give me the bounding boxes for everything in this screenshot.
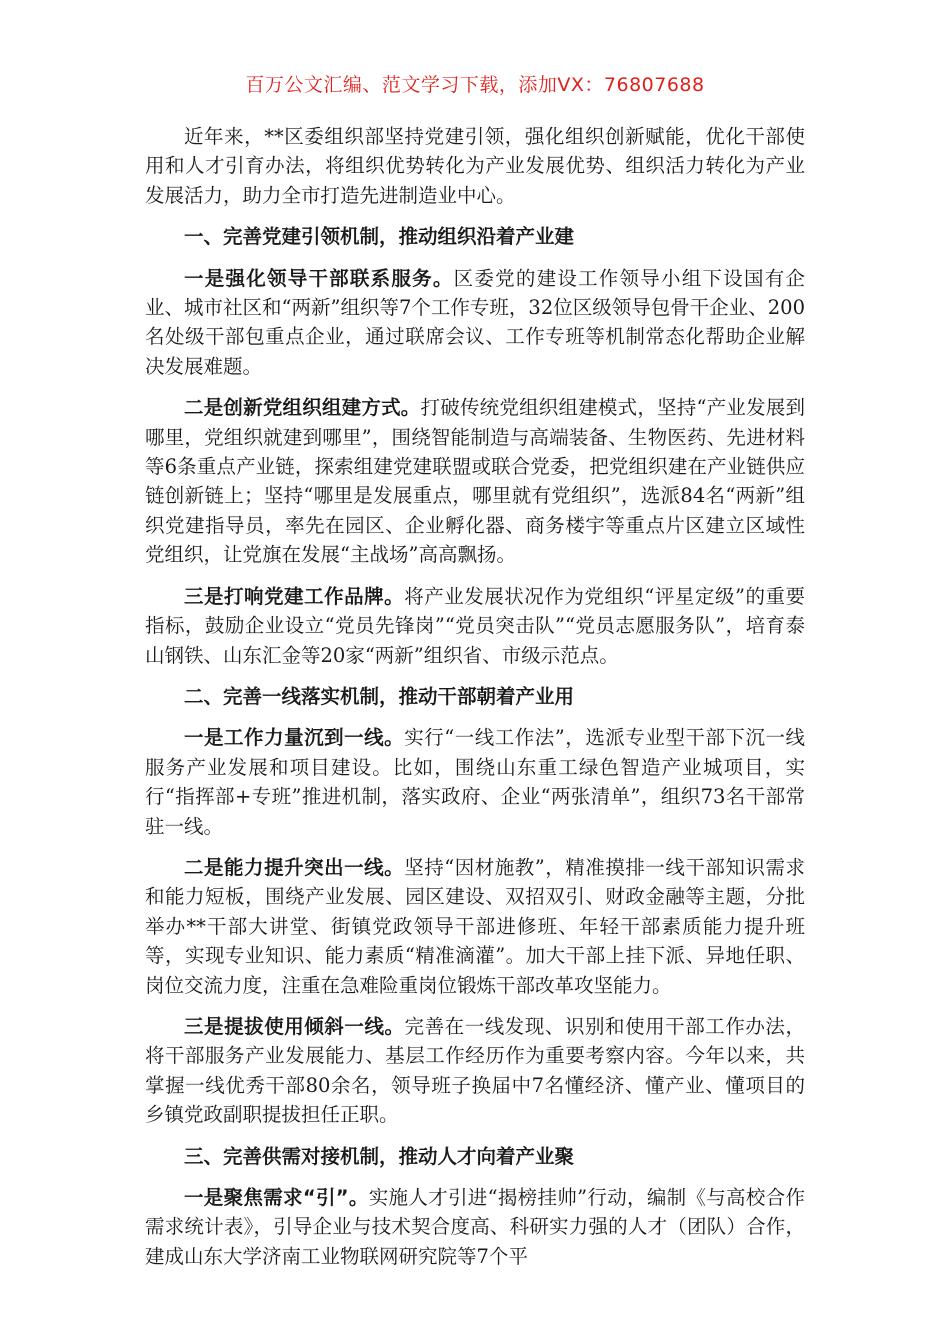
paragraph-text: 区委党的建设工作领导小组下设国有企业、城市社区和“两新”组织等7个工作专班，32位区级领导包骨干企业、200名处级干部包重点企业，通过联席会议、工作专班等机制常态化帮助企业解决发展难题。 <box>145 266 805 378</box>
document-body <box>145 122 805 1283</box>
paragraph-text: 坚持“因材施教”，精准摸排一线干部知识需求和能力短板，围绕产业发展、园区建设、双招双引、财政金融等主题，分批举办**干部大讲堂、街镇党政领导干部进修班、年轻干部素质能力提升班等，实现专业知识、能力素质“精准滴灌”。加大干部上挂下派、异地任职、岗位交流力度，注重在急难险重岗位锻炼干部改革攻坚能力。 <box>145 855 805 997</box>
section-2-paragraph-3 <box>145 1012 805 1130</box>
paragraph-lead: 一是聚焦需求“引”。 <box>184 1186 369 1209</box>
section-2-heading: 二、完善一线落实机制，推动干部朝着产业用 <box>184 684 575 708</box>
paragraph-text: 将产业发展状况作为党组织“评星定级”的重要指标，鼓励企业设立“党员先锋岗”“党员突击队”“党员志愿服务队”，培育泰山钢铁、山东汇金等20家“两新”组织省、市级示范点。 <box>145 584 805 667</box>
section-2-paragraph-2 <box>145 853 805 1000</box>
paragraph-text: 实行“一线工作法”，选派专业型干部下沉一线服务产业发展和项目建设。比如，围绕山东重工绿色智造产业城项目，实行“指挥部+专班”推进机制，落实政府、企业“两张清单”，组织73名干部常驻一线。 <box>145 726 805 838</box>
section-2-paragraph-1 <box>145 723 805 841</box>
section-1-paragraph-3 <box>145 582 805 670</box>
intro-paragraph: 近年来，**区委组织部坚持党建引领，强化组织创新赋能，优化干部使用和人才引育办法，将组织优势转化为产业发展优势、组织活力转化为产业发展活力，助力全市打造先进制造业中心。 <box>145 125 805 207</box>
watermark-banner: 百万公文汇编、范文学习下载，添加VX：76807688 <box>245 74 705 96</box>
section-1-heading: 一、完善党建引领机制，推动组织沿着产业建 <box>184 225 575 249</box>
paragraph-lead: 二是创新党组织组建方式。 <box>184 396 421 420</box>
paragraph-lead: 三是打响党建工作品牌。 <box>184 584 405 608</box>
section-1-paragraph-2 <box>145 393 805 569</box>
paragraph-text: 打破传统党组织组建模式，坚持“产业发展到哪里，党组织就建到哪里”，围绕智能制造与高端装备、生物医药、先进材料等6条重点产业链，探索组建党建联盟或联合党委，把党组织建在产业链供应链创新链上；坚持“哪里是发展重点，哪里就有党组织”，选派84名“两新”组织党建指导员，率先在园区、企业孵化器、商务楼宇等重点片区建立区域性党组织，让党旗在发展“主战场”高高飘扬。 <box>145 396 805 567</box>
paragraph-lead: 一是强化领导干部联系服务。 <box>184 266 454 290</box>
paragraph-text: 完善在一线发现、识别和使用干部工作办法，将干部服务产业发展能力、基层工作经历作为重要考察内容。今年以来，共掌握一线优秀干部80余名，领导班子换届中7名懂经济、懂产业、懂项目的乡镇党政副职提拔担任正职。 <box>145 1014 805 1127</box>
section-1-paragraph-1 <box>145 264 805 382</box>
paragraph-lead: 三是提拔使用倾斜一线。 <box>184 1014 405 1038</box>
paragraph-text: 实施人才引进“揭榜挂帅”行动，编制《与高校合作需求统计表》，引导企业与技术契合度高、科研实力强的人才（团队）合作，建成山东大学济南工业物联网研究院等7个平 <box>145 1186 805 1268</box>
paragraph-lead: 一是工作力量沉到一线。 <box>184 726 405 750</box>
paragraph-lead: 二是能力提升突出一线。 <box>184 855 405 879</box>
section-3-heading: 三、完善供需对接机制，推动人才向着产业聚 <box>184 1144 575 1168</box>
section-3-paragraph-1 <box>145 1183 805 1271</box>
